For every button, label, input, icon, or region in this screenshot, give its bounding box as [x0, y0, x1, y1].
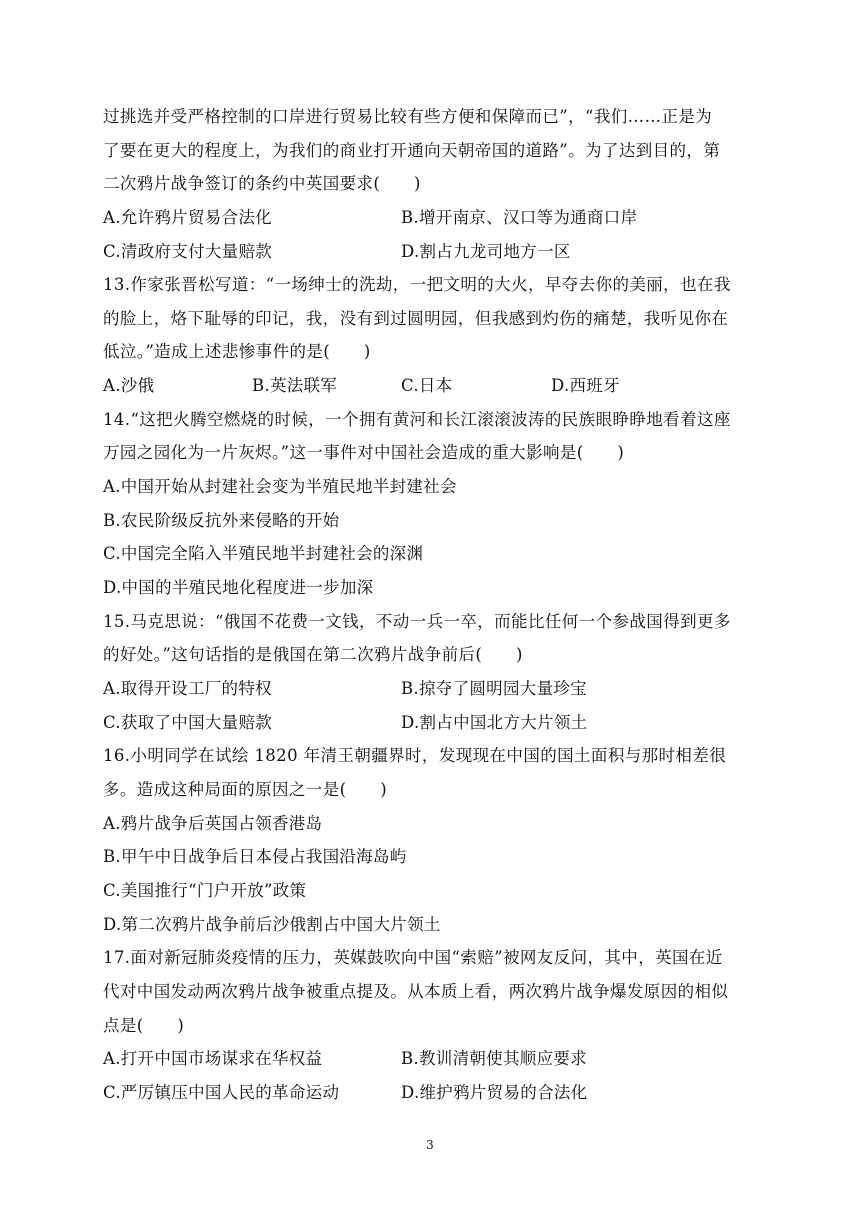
page-number: 3 [426, 1138, 434, 1152]
q17-text-line-2: 代对中国发动两次鸦片战争被重点提及。从本质上看，两次鸦片战争爆发原因的相似 [103, 982, 729, 1001]
q16-option-b: B.甲午中日战争后日本侵占我国沿海岛屿 [103, 847, 407, 866]
q12-option-a: A.允许鸦片贸易合法化 [103, 208, 272, 227]
q13-text-line-2: 的脸上，烙下耻辱的印记，我，没有到过圆明园，但我感到灼伤的痛楚，我听见你在 [103, 309, 729, 328]
q12-option-c: C.清政府支付大量赔款 [103, 242, 273, 261]
q16-text-line-1: 16.小明同学在试绘 1820 年清王朝疆界时，发现现在中国的国土面积与那时相差很 [103, 746, 727, 765]
q12-option-d: D.割占九龙司地方一区 [401, 242, 571, 261]
q14-option-a: A.中国开始从封建社会变为半殖民地半封建社会 [103, 477, 457, 496]
q14-text-line-2: 万园之园化为一片灰烬。”这一事件对中国社会造成的重大影响是( ) [103, 443, 625, 462]
q13-option-a: A.沙俄 [103, 376, 155, 395]
q12-option-b: B.增开南京、汉口等为通商口岸 [401, 208, 638, 227]
q17-text-line-1: 17.面对新冠肺炎疫情的压力，英媒鼓吹向中国“索赔”被网友反问，其中，英国在近 [103, 948, 723, 967]
q13-option-c: C.日本 [401, 376, 453, 395]
q15-option-b: B.掠夺了圆明园大量珍宝 [401, 679, 587, 698]
q13-option-b: B.英法联军 [252, 376, 338, 395]
q12-text-line-2: 了要在更大的程度上，为我们的商业打开通向天朝帝国的道路”。为了达到目的，第 [103, 141, 721, 160]
q15-text-line-1: 15.马克思说：“俄国不花费一文钱，不动一兵一卒，而能比任何一个参战国得到更多 [103, 612, 731, 631]
q16-option-a: A.鸦片战争后英国占领香港岛 [103, 814, 323, 833]
q15-option-d: D.割占中国北方大片领土 [401, 713, 588, 732]
q15-option-a: A.取得开设工厂的特权 [103, 679, 272, 698]
q15-option-c: C.获取了中国大量赔款 [103, 713, 273, 732]
q13-text-line-3: 低泣。”造成上述悲惨事件的是( ) [103, 342, 371, 361]
q14-option-d: D.中国的半殖民地化程度进一步加深 [103, 578, 374, 597]
q17-option-c: C.严厉镇压中国人民的革命运动 [103, 1083, 340, 1102]
q14-option-b: B.农民阶级反抗外来侵略的开始 [103, 511, 340, 530]
q14-option-c: C.中国完全陷入半殖民地半封建社会的深渊 [103, 544, 424, 563]
q12-text-line-1: 过挑选并受严格控制的口岸进行贸易比较有些方便和保障而已”，“我们……正是为 [103, 107, 713, 126]
q14-text-line-1: 14.“这把火腾空燃烧的时候，一个拥有黄河和长江滚滚波涛的民族眼睁睁地看着这座 [103, 410, 731, 429]
q15-text-line-2: 的好处。”这句话指的是俄国在第二次鸦片战争前后( ) [103, 645, 523, 664]
q13-option-d: D.西班牙 [551, 376, 620, 395]
q13-text-line-1: 13.作家张晋松写道：“一场绅士的洗劫，一把文明的大火，早夺去你的美丽，也在我 [103, 275, 731, 294]
q16-option-c: C.美国推行“门户开放”政策 [103, 881, 307, 900]
q12-text-line-3: 二次鸦片战争签订的条约中英国要求( ) [103, 174, 421, 193]
q16-text-line-2: 多。造成这种局面的原因之一是( ) [103, 780, 388, 799]
q17-option-a: A.打开中国市场谋求在华权益 [103, 1049, 323, 1068]
q16-option-d: D.第二次鸦片战争前后沙俄割占中国大片领土 [103, 915, 441, 934]
q17-option-d: D.维护鸦片贸易的合法化 [401, 1083, 588, 1102]
q17-text-line-3: 点是( ) [103, 1016, 185, 1035]
q17-option-b: B.教训清朝使其顺应要求 [401, 1049, 587, 1068]
